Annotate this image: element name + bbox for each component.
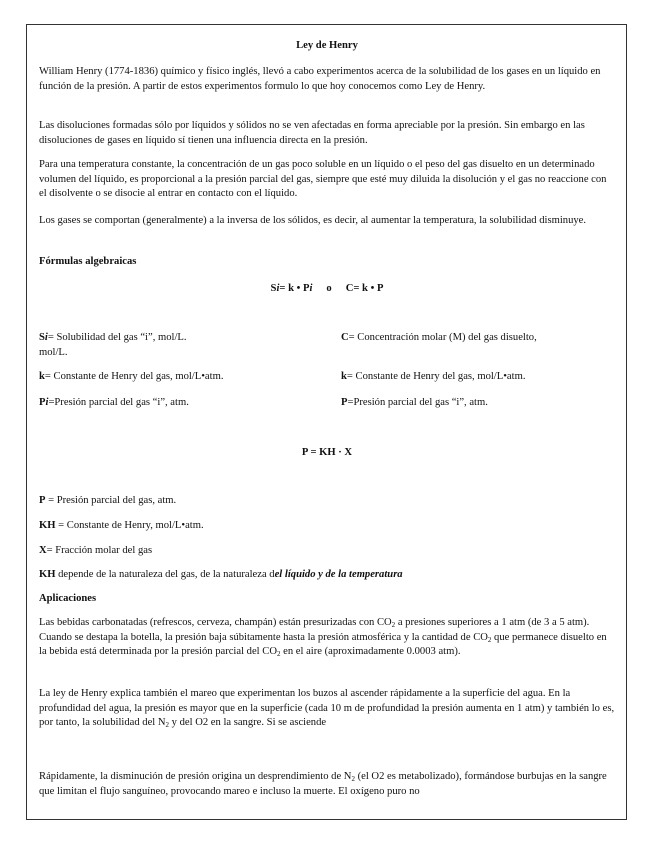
- aplicaciones-heading: Aplicaciones: [39, 593, 97, 604]
- paragraph-disoluciones: Las disoluciones formadas sólo por líquidos y sólidos no se ven afectadas en forma apreciable por la presión. Sin embargo en las disoluciones de gases en líquido sí tienen una influencia directa en la presión.: [39, 120, 585, 146]
- paragraph-temperatura: Los gases se comportan (generalmente) a la inversa de los sólidos, es decir, al aumentar la temperatura, la solubilidad disminuye.: [39, 215, 587, 226]
- def2-constante-henry: KH = Constante de Henry, mol/L•atm.: [39, 520, 204, 531]
- def-presion-parcial-left: Pi=Presión parcial del gas “i”, atm.: [39, 397, 189, 408]
- document-page: [26, 24, 627, 820]
- formulas-heading: Fórmulas algebraicas: [39, 256, 137, 267]
- paragraph-ley: Para una temperatura constante, la concentración de un gas poco soluble en un líquido o el peso del gas disuelto en un determinado volumen del líquido, es proporcional a la presión parcial del gas, siempre que esté muy diluida la disolución y el gas no reaccione con el disolvente o se disocie al entrar en contacto con el líquido.: [39, 159, 607, 200]
- def2-fraccion-molar: X= Fracción molar del gas: [39, 545, 153, 556]
- def-solubilidad: Si= Solubilidad del gas “i”, mol/L. mol/L.: [39, 332, 187, 358]
- def2-presion: P = Presión parcial del gas, atm.: [39, 495, 177, 506]
- second-formula: P = KH · X: [301, 447, 353, 458]
- def-constante-henry-right: k= Constante de Henry del gas, mol/L•atm.: [341, 371, 526, 382]
- paragraph-intro: William Henry (1774-1836) químico y físico inglés, llevó a cabo experimentos acerca de la solubilidad de los gases en un líquido en función de la presión. A partir de estos experimentos formulo lo que hoy conocemos como Ley de Henry.: [39, 66, 601, 92]
- def-concentracion: C= Concentración molar (M) del gas disuelto,: [341, 332, 537, 343]
- def-constante-henry-left: k= Constante de Henry del gas, mol/L•atm.: [39, 371, 224, 382]
- main-formula: Si= k • Pi o C= k • P: [270, 283, 384, 294]
- def-presion-parcial-right: P=Presión parcial del gas “i”, atm.: [341, 397, 488, 408]
- kh-note: KH depende de la naturaleza del gas, de la naturaleza del líquido y de la temperatura: [39, 569, 403, 580]
- paragraph-desprendimiento: Rápidamente, la disminución de presión origina un desprendimiento de $N_2$ (el O2 es metabolizado), formándose burbujas en la sangre que limitan el flujo sanguíneo, provocando mareo e incluso la muerte. El oxígeno puro no: [39, 771, 607, 797]
- paragraph-bebidas: Las bebidas carbonatadas (refrescos, cerveza, champán) están presurizadas con $CO_2$ a presiones superiores a 1 atm (de 3 a 5 atm). Cuando se destapa la botella, la presión baja súbitamente hasta la presión atmosférica y la cantidad de $CO_2$ que permanece disuelto en la bebida está determinada por la presión parcial del $CO_2$ en el aire (aproximadamente 0.0003 atm).: [39, 617, 607, 659]
- paragraph-buzos: La ley de Henry explica también el mareo que experimentan los buzos al ascender rápidamente a la superficie del agua. En la profundidad del agua, la presión es mayor que en la superficie (cada 10 m de profundidad la presión aumenta en 1 atm) y también lo es, por tanto, la solubilidad del $N_2$ y del O2 en la sangre. Si se asciende: [39, 688, 615, 730]
- page-title: Ley de Henry: [296, 40, 358, 51]
